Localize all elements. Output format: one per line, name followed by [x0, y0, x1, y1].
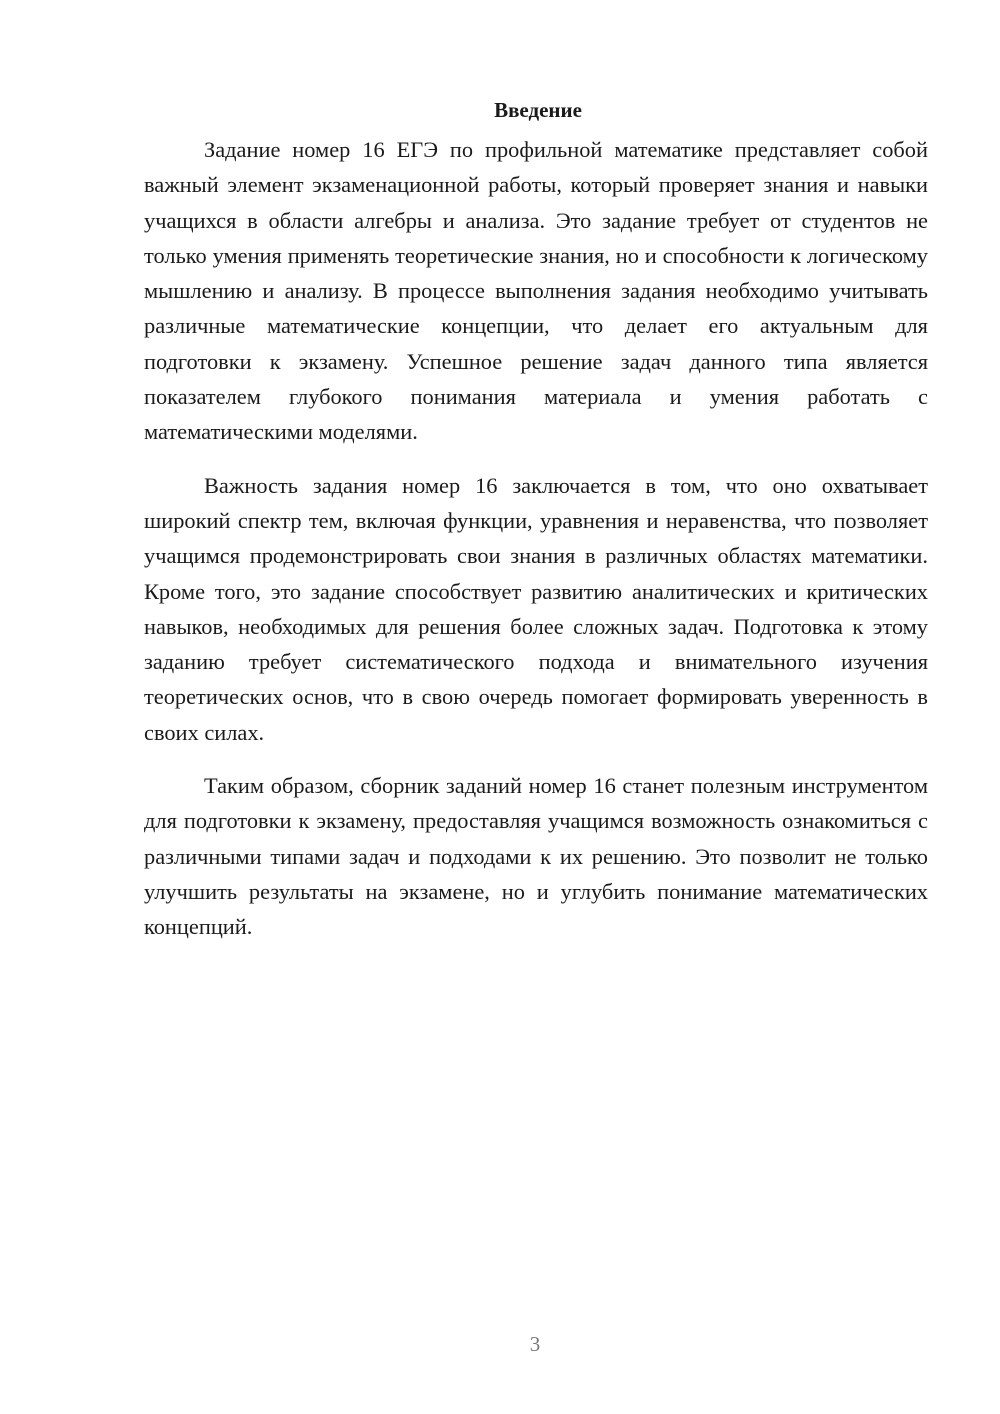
- paragraph-3: Таким образом, сборник заданий номер 16 станет полезным инструментом для подготовки к экзамену, предоставляя учащимся возможность ознакомиться с различными типами задач и подходами к их решению. Это позволит не только улучшить результаты на экзамене, но и углубить понимание математических концепций.: [144, 773, 928, 940]
- section-title: Введение: [494, 98, 582, 122]
- page-number: 3: [529, 1332, 541, 1356]
- paragraph-1: Задание номер 16 ЕГЭ по профильной математике представляет собой важный элемент экзаменационной работы, который проверяет знания и навыки учащихся в области алгебры и анализа. Это задание требует от студентов не только умения применять теоретические знания, но и способности к логическому мышлению и анализу. В процессе выполнения задания необходимо учитывать различные математические концепции, что делает его актуальным для подготовки к экзамену. Успешное решение задач данного типа является показателем глубокого понимания материала и умения работать с математическими моделями.: [144, 137, 928, 445]
- page-content: [144, 92, 928, 963]
- paragraph-2: Важность задания номер 16 заключается в том, что оно охватывает широкий спектр тем, включая функции, уравнения и неравенства, что позволяет учащимся продемонстрировать свои знания в различных областях математики. Кроме того, это задание способствует развитию аналитических и критических навыков, необходимых для решения более сложных задач. Подготовка к этому заданию требует систематического подхода и внимательного изучения теоретических основ, что в свою очередь помогает формировать уверенность в своих силах.: [144, 472, 928, 745]
